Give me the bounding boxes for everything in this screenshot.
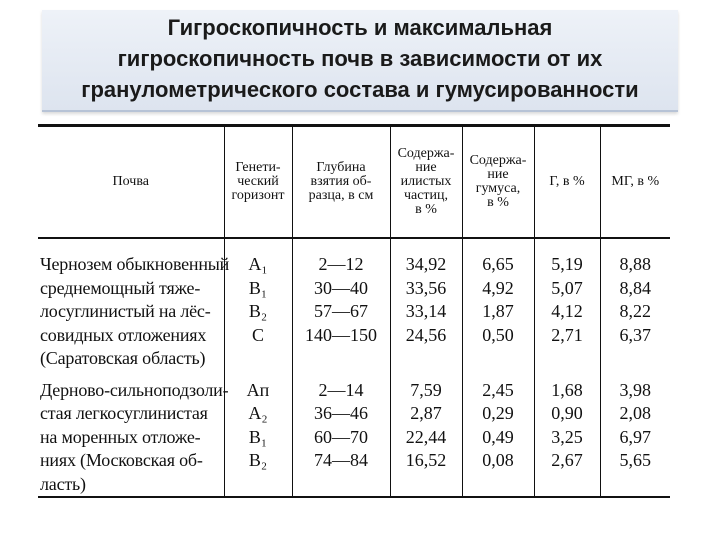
- cell-value: 1,87: [482, 301, 514, 321]
- header-g: [534, 126, 600, 239]
- cell-value: 6,97: [619, 426, 651, 447]
- humus-cell: [462, 371, 534, 498]
- header-line: в %: [415, 202, 437, 217]
- g-cell: [534, 238, 600, 371]
- header-line: Глубина: [316, 160, 366, 175]
- soil-text-line: ниях (Московская об-: [40, 450, 203, 470]
- cell-value: 36—46: [314, 403, 368, 423]
- slide-title: [42, 12, 678, 105]
- cell-value: 16,52: [405, 450, 447, 470]
- soil-hygroscopicity-table: [38, 124, 670, 498]
- cell-value: 6,65: [482, 254, 514, 274]
- header-line: ние: [415, 160, 437, 175]
- mg-cell: [600, 238, 670, 371]
- cell-value: B₂: [248, 450, 268, 470]
- cell-value: 2—12: [318, 254, 364, 274]
- cell-value: 5,07: [551, 277, 583, 298]
- cell-value: 5,65: [619, 450, 651, 470]
- cell-value: C: [251, 324, 264, 345]
- cell-value: 6,37: [619, 324, 651, 345]
- header-line: илистых: [400, 174, 452, 189]
- title-line-1: Гигроскопичность и максимальная: [167, 15, 553, 40]
- cell-value: 33,14: [405, 301, 447, 321]
- cell-value: 140—150: [305, 324, 377, 345]
- clay-cell: [390, 371, 462, 498]
- cell-value: 8,22: [619, 301, 651, 321]
- title-line-3: гранулометрического состава и гумусированности: [81, 77, 639, 102]
- cell-value: 60—70: [314, 426, 368, 447]
- cell-value: 8,88: [619, 254, 651, 274]
- horizon-cell: [224, 371, 292, 498]
- table-row: [38, 238, 670, 371]
- header-line: взятия об-: [310, 174, 372, 189]
- cell-value: 1,68: [551, 379, 583, 400]
- cell-value: 2—14: [318, 379, 364, 400]
- cell-value: 0,08: [482, 450, 514, 470]
- header-line: разца, в см: [308, 188, 374, 203]
- cell-value: B₁: [248, 426, 268, 447]
- cell-value: 74—84: [314, 450, 368, 470]
- header-line: гумуса,: [475, 181, 521, 196]
- cell-value: A₂: [248, 403, 268, 423]
- header-line: ние: [487, 167, 509, 182]
- header-humus: [462, 126, 534, 239]
- soil-text-line: (Саратовская область): [40, 348, 206, 368]
- depth-cell: [292, 238, 390, 371]
- cell-value: 0,49: [482, 426, 514, 447]
- header-line: МГ, в %: [611, 174, 660, 189]
- table-row: [38, 371, 670, 498]
- cell-value: B₁: [248, 277, 268, 298]
- header-mg: [600, 126, 670, 239]
- header-line: в %: [487, 195, 509, 210]
- cell-value: 57—67: [314, 301, 368, 321]
- cell-value: 3,25: [551, 426, 583, 447]
- table-header-row: [38, 126, 670, 239]
- clay-cell: [390, 238, 462, 371]
- cell-value: 0,90: [551, 403, 583, 423]
- cell-value: 7,59: [410, 379, 442, 400]
- header-line: Содержа-: [397, 146, 455, 161]
- cell-value: 30—40: [314, 277, 368, 298]
- cell-value: 2,71: [551, 324, 583, 345]
- cell-value: 4,92: [482, 277, 514, 298]
- horizon-cell: [224, 238, 292, 371]
- title-line-2: гигроскопичность почв в зависимости от их: [117, 46, 603, 71]
- soil-text-line: Дерново-сильноподзоли-: [40, 379, 229, 400]
- header-depth: [292, 126, 390, 239]
- header-line: горизонт: [231, 188, 285, 203]
- soil-text-line: совидных отложениях: [40, 324, 207, 345]
- cell-value: 33,56: [405, 277, 447, 298]
- header-line: Генети-: [235, 160, 281, 175]
- soil-cell: [38, 371, 229, 498]
- soil-text-line: среднемощный тяже-: [40, 277, 201, 298]
- cell-value: 0,50: [482, 324, 514, 345]
- soil-text-line: лосуглинистый на лёс-: [40, 301, 211, 321]
- cell-value: 34,92: [405, 254, 447, 274]
- header-line: Почва: [112, 174, 149, 189]
- depth-cell: [292, 371, 390, 498]
- cell-value: Aп: [246, 379, 270, 400]
- soil-text-line: Чернозем обыкновенный: [40, 254, 230, 274]
- cell-value: 4,12: [551, 301, 583, 321]
- cell-value: A₁: [248, 254, 268, 274]
- soil-cell: [38, 238, 230, 371]
- cell-value: 2,67: [551, 450, 583, 470]
- soil-text-line: на моренных отложе-: [40, 426, 201, 447]
- header-clay: [390, 126, 462, 239]
- humus-cell: [462, 238, 534, 371]
- cell-value: 3,98: [619, 379, 651, 400]
- header-horizon: [224, 126, 292, 239]
- cell-value: 5,19: [551, 254, 583, 274]
- cell-value: B₂: [248, 301, 268, 321]
- cell-value: 8,84: [619, 277, 651, 298]
- header-soil: [38, 126, 224, 239]
- soil-text-line: ласть): [40, 473, 86, 494]
- cell-value: 0,29: [482, 403, 514, 423]
- header-line: ческий: [237, 174, 279, 189]
- cell-value: 22,44: [405, 426, 447, 447]
- header-line: частиц,: [403, 188, 449, 203]
- g-cell: [534, 371, 600, 498]
- header-line: Г, в %: [549, 174, 585, 189]
- cell-value: 24,56: [405, 324, 447, 345]
- header-line: Содержа-: [469, 153, 527, 168]
- cell-value: 2,45: [482, 379, 514, 400]
- cell-value: 2,08: [619, 403, 651, 423]
- cell-value: 2,87: [410, 403, 442, 423]
- soil-text-line: стая легкосуглинистая: [40, 403, 208, 423]
- mg-cell: [600, 371, 670, 498]
